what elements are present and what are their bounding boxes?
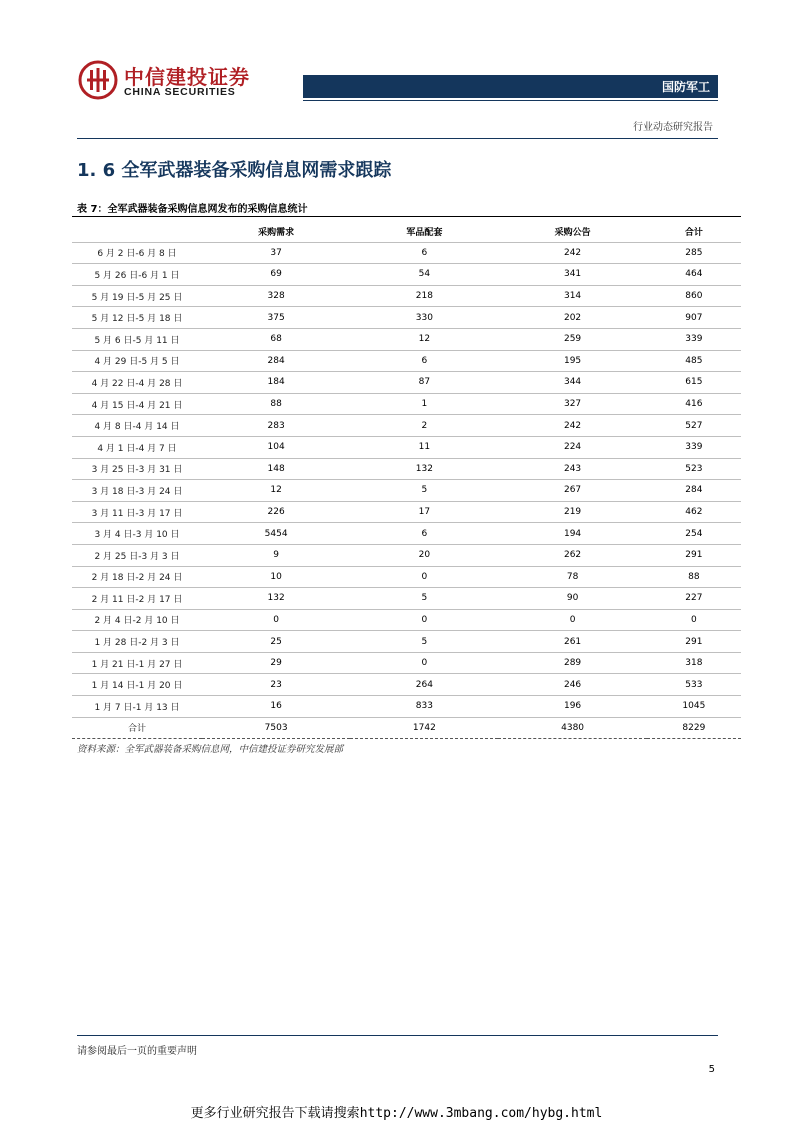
cell-total: 291 bbox=[647, 544, 741, 566]
cell-period: 5 月 26 日-6 月 1 日 bbox=[72, 264, 202, 286]
cell-total: 1045 bbox=[647, 696, 741, 718]
cell-total: 284 bbox=[647, 480, 741, 502]
cell-procurement-demand: 104 bbox=[202, 436, 350, 458]
cell-military-supporting: 6 bbox=[350, 350, 498, 372]
footer-divider bbox=[77, 1035, 718, 1036]
cell-military-supporting: 218 bbox=[350, 285, 498, 307]
cell-procurement-demand: 148 bbox=[202, 458, 350, 480]
cell-procurement-demand: 23 bbox=[202, 674, 350, 696]
cell-procurement-demand: 10 bbox=[202, 566, 350, 588]
download-link[interactable]: http://www.3mbang.com/hybg.html bbox=[359, 1106, 603, 1121]
cell-period: 1 月 7 日-1 月 13 日 bbox=[72, 696, 202, 718]
cell-total: 907 bbox=[647, 307, 741, 329]
table-row bbox=[72, 242, 741, 264]
cell-total: 533 bbox=[647, 674, 741, 696]
column-header-procurement-demand: 采购需求 bbox=[202, 221, 350, 242]
cell-procurement-demand: 9 bbox=[202, 544, 350, 566]
cell-total: 227 bbox=[647, 588, 741, 610]
cell-total: 318 bbox=[647, 652, 741, 674]
table-row bbox=[72, 674, 741, 696]
cell-procurement-demand: 284 bbox=[202, 350, 350, 372]
cell-period: 5 月 19 日-5 月 25 日 bbox=[72, 285, 202, 307]
table-row bbox=[72, 631, 741, 653]
cell-procurement-demand: 88 bbox=[202, 393, 350, 415]
column-header-procurement-notice: 采购公告 bbox=[498, 221, 646, 242]
cell-period: 5 月 6 日-5 月 11 日 bbox=[72, 328, 202, 350]
cell-period: 5 月 12 日-5 月 18 日 bbox=[72, 307, 202, 329]
table-row bbox=[72, 372, 741, 394]
cell-period: 1 月 14 日-1 月 20 日 bbox=[72, 674, 202, 696]
table-row bbox=[72, 393, 741, 415]
cell-military-supporting: 12 bbox=[350, 328, 498, 350]
cell-military-supporting: 54 bbox=[350, 264, 498, 286]
header-divider bbox=[77, 138, 718, 139]
report-type-label: 行业动态研究报告 bbox=[633, 122, 713, 133]
cell-total: 254 bbox=[647, 523, 741, 545]
cell-procurement-notice: 261 bbox=[498, 631, 646, 653]
cell-period: 6 月 2 日-6 月 8 日 bbox=[72, 242, 202, 264]
cell-military-supporting: 330 bbox=[350, 307, 498, 329]
cell-military-supporting: 0 bbox=[350, 652, 498, 674]
sector-tag: 国防军工 bbox=[661, 80, 710, 94]
cell-procurement-demand: 68 bbox=[202, 328, 350, 350]
cell-procurement-demand: 12 bbox=[202, 480, 350, 502]
cell-total: 523 bbox=[647, 458, 741, 480]
cell-military-supporting: 0 bbox=[350, 566, 498, 588]
table-row bbox=[72, 566, 741, 588]
download-prompt: 更多行业研究报告下载请搜索 bbox=[190, 1106, 360, 1121]
cell-total: 416 bbox=[647, 393, 741, 415]
cell-military-supporting: 833 bbox=[350, 696, 498, 718]
disclaimer-note: 请参阅最后一页的重要声明 bbox=[77, 1046, 197, 1057]
company-logo bbox=[78, 60, 253, 102]
sector-banner bbox=[303, 75, 718, 98]
cell-military-supporting: 5 bbox=[350, 480, 498, 502]
cell-procurement-demand: 132 bbox=[202, 588, 350, 610]
cell-period: 1 月 21 日-1 月 27 日 bbox=[72, 652, 202, 674]
cell-total: 8229 bbox=[647, 717, 741, 739]
cell-procurement-notice: 90 bbox=[498, 588, 646, 610]
table-caption: 表 7：全军武器装备采购信息网发布的采购信息统计 bbox=[77, 204, 308, 215]
cell-procurement-demand: 226 bbox=[202, 501, 350, 523]
cell-military-supporting: 132 bbox=[350, 458, 498, 480]
cell-procurement-notice: 267 bbox=[498, 480, 646, 502]
cell-procurement-notice: 196 bbox=[498, 696, 646, 718]
cell-procurement-demand: 69 bbox=[202, 264, 350, 286]
cell-procurement-notice: 246 bbox=[498, 674, 646, 696]
cell-procurement-notice: 341 bbox=[498, 264, 646, 286]
cell-total: 860 bbox=[647, 285, 741, 307]
cell-procurement-demand: 0 bbox=[202, 609, 350, 631]
cell-procurement-demand: 283 bbox=[202, 415, 350, 437]
table-row bbox=[72, 480, 741, 502]
table-row bbox=[72, 436, 741, 458]
download-banner bbox=[0, 1102, 793, 1121]
cell-procurement-demand: 184 bbox=[202, 372, 350, 394]
table-row bbox=[72, 307, 741, 329]
table-row bbox=[72, 588, 741, 610]
cell-total: 291 bbox=[647, 631, 741, 653]
table-row bbox=[72, 652, 741, 674]
table-row bbox=[72, 523, 741, 545]
cell-total: 0 bbox=[647, 609, 741, 631]
cell-total: 285 bbox=[647, 242, 741, 264]
cell-procurement-notice: 224 bbox=[498, 436, 646, 458]
cell-period: 1 月 28 日-2 月 3 日 bbox=[72, 631, 202, 653]
table-row bbox=[72, 350, 741, 372]
cell-military-supporting: 6 bbox=[350, 242, 498, 264]
cell-total: 462 bbox=[647, 501, 741, 523]
cell-total: 339 bbox=[647, 328, 741, 350]
cell-procurement-notice: 194 bbox=[498, 523, 646, 545]
cell-procurement-notice: 0 bbox=[498, 609, 646, 631]
logo-chinese-name: 中信建投证券 bbox=[124, 65, 250, 89]
cell-procurement-notice: 344 bbox=[498, 372, 646, 394]
cell-military-supporting: 0 bbox=[350, 609, 498, 631]
column-header-military-supporting: 军品配套 bbox=[350, 221, 498, 242]
table-row bbox=[72, 696, 741, 718]
cell-military-supporting: 5 bbox=[350, 631, 498, 653]
cell-period: 4 月 29 日-5 月 5 日 bbox=[72, 350, 202, 372]
cell-procurement-demand: 25 bbox=[202, 631, 350, 653]
cell-military-supporting: 264 bbox=[350, 674, 498, 696]
cell-period: 2 月 18 日-2 月 24 日 bbox=[72, 566, 202, 588]
table-row bbox=[72, 285, 741, 307]
cell-military-supporting: 1 bbox=[350, 393, 498, 415]
table-row bbox=[72, 415, 741, 437]
cell-military-supporting: 11 bbox=[350, 436, 498, 458]
cell-procurement-notice: 262 bbox=[498, 544, 646, 566]
cell-period: 4 月 22 日-4 月 28 日 bbox=[72, 372, 202, 394]
table-row bbox=[72, 501, 741, 523]
table-body bbox=[72, 242, 741, 739]
cell-procurement-demand: 37 bbox=[202, 242, 350, 264]
cell-military-supporting: 6 bbox=[350, 523, 498, 545]
cell-military-supporting: 87 bbox=[350, 372, 498, 394]
cell-procurement-demand: 375 bbox=[202, 307, 350, 329]
cell-procurement-notice: 243 bbox=[498, 458, 646, 480]
cell-period: 4 月 1 日-4 月 7 日 bbox=[72, 436, 202, 458]
cell-procurement-notice: 259 bbox=[498, 328, 646, 350]
cell-total: 527 bbox=[647, 415, 741, 437]
cell-period: 2 月 11 日-2 月 17 日 bbox=[72, 588, 202, 610]
cell-procurement-notice: 4380 bbox=[498, 717, 646, 739]
cell-procurement-demand: 7503 bbox=[202, 717, 350, 739]
cell-period: 3 月 18 日-3 月 24 日 bbox=[72, 480, 202, 502]
table-row bbox=[72, 328, 741, 350]
cell-procurement-notice: 242 bbox=[498, 242, 646, 264]
cell-military-supporting: 20 bbox=[350, 544, 498, 566]
cell-procurement-notice: 242 bbox=[498, 415, 646, 437]
cell-military-supporting: 5 bbox=[350, 588, 498, 610]
cell-period: 2 月 25 日-3 月 3 日 bbox=[72, 544, 202, 566]
cell-procurement-notice: 314 bbox=[498, 285, 646, 307]
cell-period: 3 月 4 日-3 月 10 日 bbox=[72, 523, 202, 545]
table-top-rule bbox=[72, 216, 741, 217]
cell-procurement-notice: 78 bbox=[498, 566, 646, 588]
cell-total: 88 bbox=[647, 566, 741, 588]
cell-total: 339 bbox=[647, 436, 741, 458]
column-header-total: 合计 bbox=[647, 221, 741, 242]
section-title: 1. 6 全军武器装备采购信息网需求跟踪 bbox=[77, 160, 392, 181]
table-total-row bbox=[72, 717, 741, 739]
page-number: 5 bbox=[708, 1064, 715, 1075]
cell-total: 485 bbox=[647, 350, 741, 372]
banner-underline bbox=[303, 100, 718, 101]
table-header-row bbox=[72, 221, 741, 242]
cell-military-supporting: 1742 bbox=[350, 717, 498, 739]
cell-procurement-demand: 5454 bbox=[202, 523, 350, 545]
total-label: 合计 bbox=[72, 717, 202, 739]
cell-procurement-notice: 289 bbox=[498, 652, 646, 674]
logo-english-name: CHINA SECURITIES bbox=[124, 86, 236, 98]
table-row bbox=[72, 544, 741, 566]
cell-procurement-demand: 328 bbox=[202, 285, 350, 307]
cell-total: 464 bbox=[647, 264, 741, 286]
cell-procurement-notice: 195 bbox=[498, 350, 646, 372]
table-row bbox=[72, 609, 741, 631]
procurement-stats-table bbox=[72, 221, 741, 739]
cell-period: 2 月 4 日-2 月 10 日 bbox=[72, 609, 202, 631]
cell-procurement-notice: 219 bbox=[498, 501, 646, 523]
cell-period: 4 月 8 日-4 月 14 日 bbox=[72, 415, 202, 437]
table-row bbox=[72, 458, 741, 480]
cell-procurement-notice: 202 bbox=[498, 307, 646, 329]
china-securities-logo-icon bbox=[78, 60, 118, 100]
cell-procurement-notice: 327 bbox=[498, 393, 646, 415]
table-row bbox=[72, 264, 741, 286]
cell-procurement-demand: 16 bbox=[202, 696, 350, 718]
cell-period: 4 月 15 日-4 月 21 日 bbox=[72, 393, 202, 415]
cell-military-supporting: 2 bbox=[350, 415, 498, 437]
cell-procurement-demand: 29 bbox=[202, 652, 350, 674]
column-header-period bbox=[72, 221, 202, 242]
cell-total: 615 bbox=[647, 372, 741, 394]
cell-period: 3 月 11 日-3 月 17 日 bbox=[72, 501, 202, 523]
cell-military-supporting: 17 bbox=[350, 501, 498, 523]
source-note: 资料来源：全军武器装备采购信息网，中信建投证券研究发展部 bbox=[77, 744, 344, 755]
cell-period: 3 月 25 日-3 月 31 日 bbox=[72, 458, 202, 480]
